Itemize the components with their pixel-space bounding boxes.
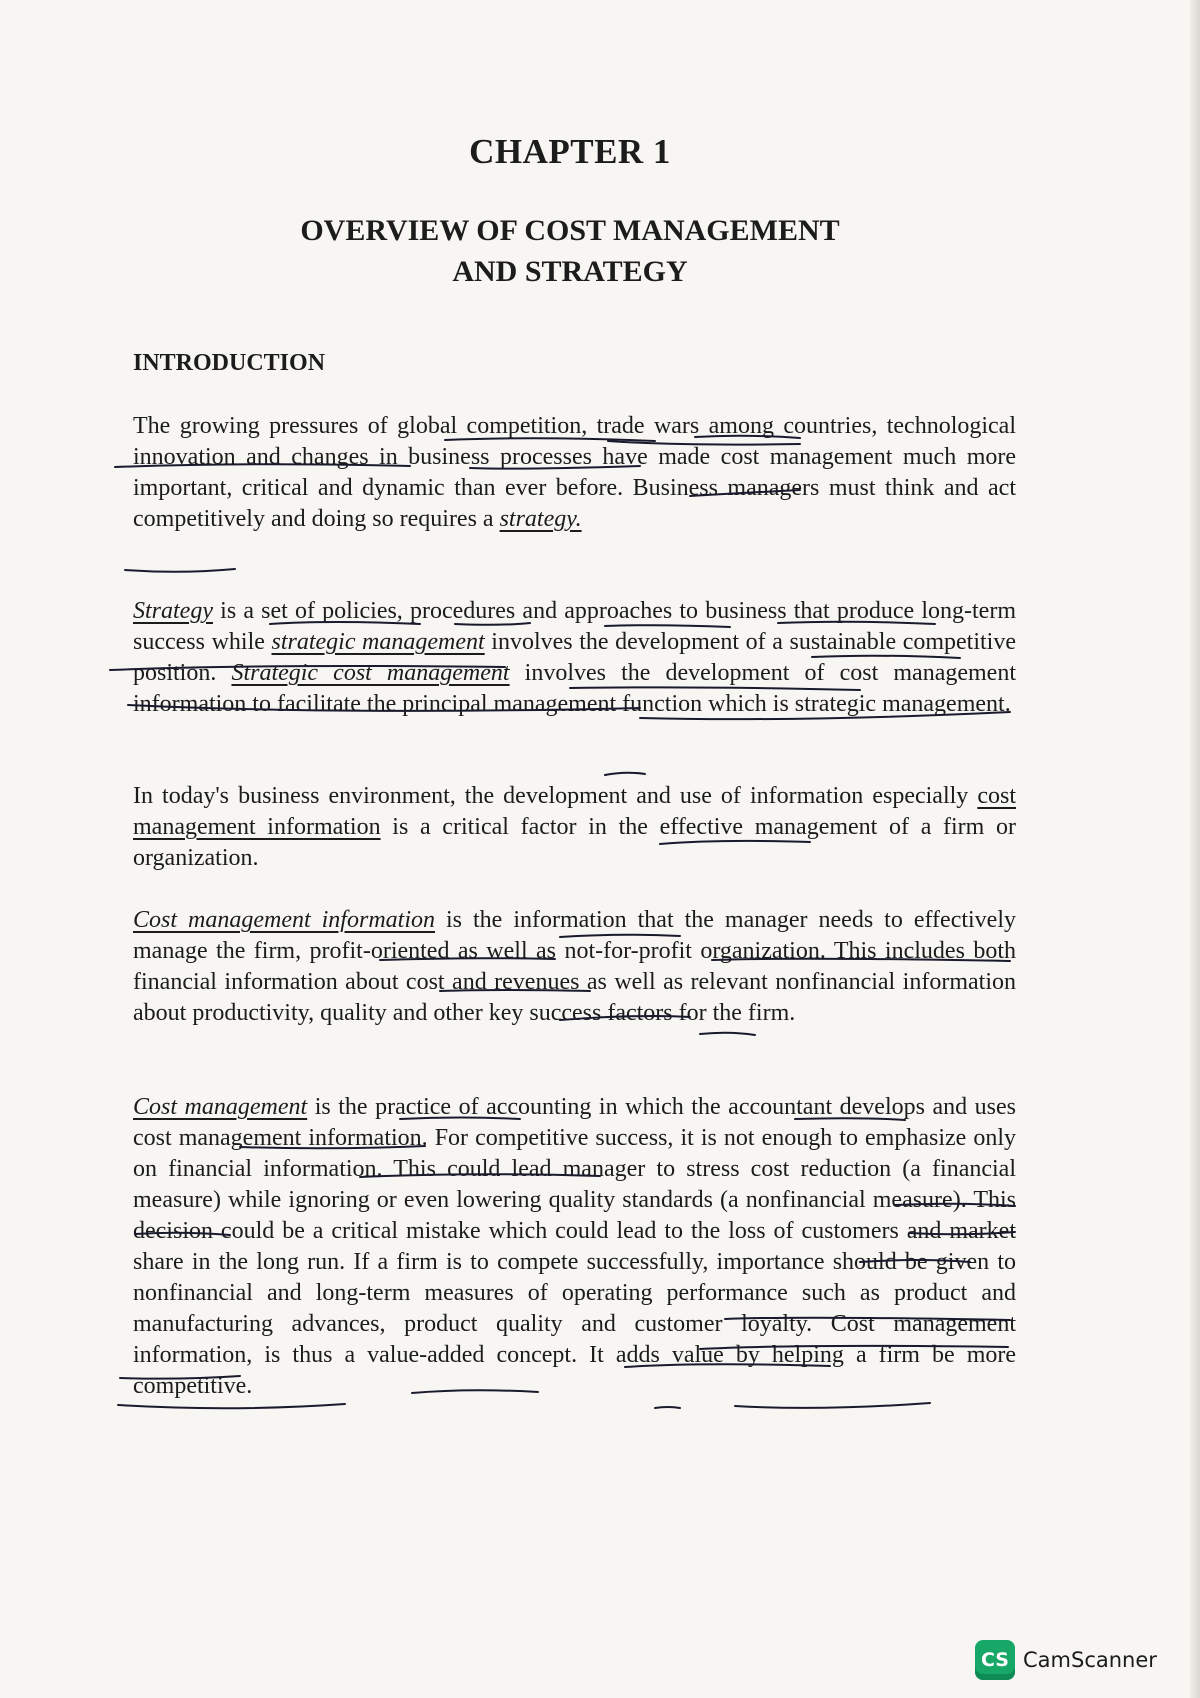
paragraph-3-text-1: In today's business environment, the development and use of information especially bbox=[133, 783, 978, 809]
term-strategic-cost-management: Strategic cost management bbox=[231, 660, 510, 686]
paragraph-1 bbox=[133, 411, 1016, 535]
paragraph-5-text: is the practice of accounting in which the accountant develops and uses cost management information. For competitive success, it is not enough to emphasize only on financial information. This could lead manager to stress cost reduction (a financial measure) while ignoring or even lowering quality standards (a nonfinancial measure). This decision could be a critical mistake which could lead to the loss of customers and market share in the long run. If a firm is to compete successfully, importance should be given to nonfinancial and long-term measures of operating performance such as product and manufacturing advances, product quality and customer loyalty. Cost management information, is thus a value-added concept. It adds value by helping a firm be more competitive. bbox=[133, 1094, 1016, 1399]
page-edge-shadow bbox=[1190, 0, 1200, 1698]
chapter-title bbox=[0, 210, 1140, 292]
term-strategy: strategy. bbox=[499, 506, 582, 532]
chapter-title-line-1: OVERVIEW OF COST MANAGEMENT bbox=[300, 214, 840, 247]
camscanner-watermark bbox=[975, 1638, 1175, 1682]
paragraph-4-text: is the information that the manager needs to effectively manage the firm, profit-oriented as well as not-for-profit organization. This includes both financial information about cost and revenues as well as relevant nonfinancial information about productivity, quality and other key success factors for the firm. bbox=[133, 907, 1017, 1026]
term-cost-management-information: Cost management information bbox=[133, 907, 435, 933]
term-strategy-definition: Strategy bbox=[133, 598, 213, 624]
paragraph-2-text-3: involves the development of cost management information to facilitate the principal management function which is strategic management. bbox=[133, 660, 1017, 717]
pen-mark bbox=[125, 569, 235, 572]
paragraph-4 bbox=[133, 905, 1016, 1029]
pen-mark bbox=[655, 1407, 680, 1408]
section-heading-introduction: INTRODUCTION bbox=[133, 350, 326, 376]
camscanner-logo bbox=[975, 1640, 1015, 1680]
pen-mark bbox=[735, 1403, 930, 1408]
camscanner-name: CamScanner bbox=[1023, 1648, 1157, 1672]
term-cost-management: Cost management bbox=[133, 1094, 308, 1120]
camscanner-logo-letters: CS bbox=[981, 1649, 1009, 1671]
pen-mark bbox=[605, 773, 645, 775]
pen-mark bbox=[118, 1404, 345, 1408]
phrase-cost-management-information: cost management information bbox=[133, 783, 1016, 840]
paragraph-3-text-2: is a critical factor in the effective management of a firm or organization. bbox=[133, 814, 1017, 871]
paragraph-5 bbox=[133, 1092, 1016, 1402]
paragraph-1-text: The growing pressures of global competition, trade wars among countries, technological innovation and changes in business processes have made cost management much more important, critical and dynamic than ever before. Business managers must think and act competitively and doing so requires a bbox=[133, 413, 1016, 532]
paragraph-2 bbox=[133, 596, 1016, 720]
chapter-title-line-2: AND STRATEGY bbox=[452, 255, 688, 288]
paragraph-3 bbox=[133, 781, 1016, 874]
paragraph-2-text-2: involves the development of a sustainable competitive position. bbox=[133, 629, 1017, 686]
paragraph-2-text-1: is a set of policies, procedures and approaches to business that produce long-term success while bbox=[133, 598, 1016, 655]
pen-mark bbox=[700, 1033, 755, 1035]
chapter-label: CHAPTER 1 bbox=[469, 132, 671, 171]
term-strategic-management: strategic management bbox=[271, 629, 485, 655]
